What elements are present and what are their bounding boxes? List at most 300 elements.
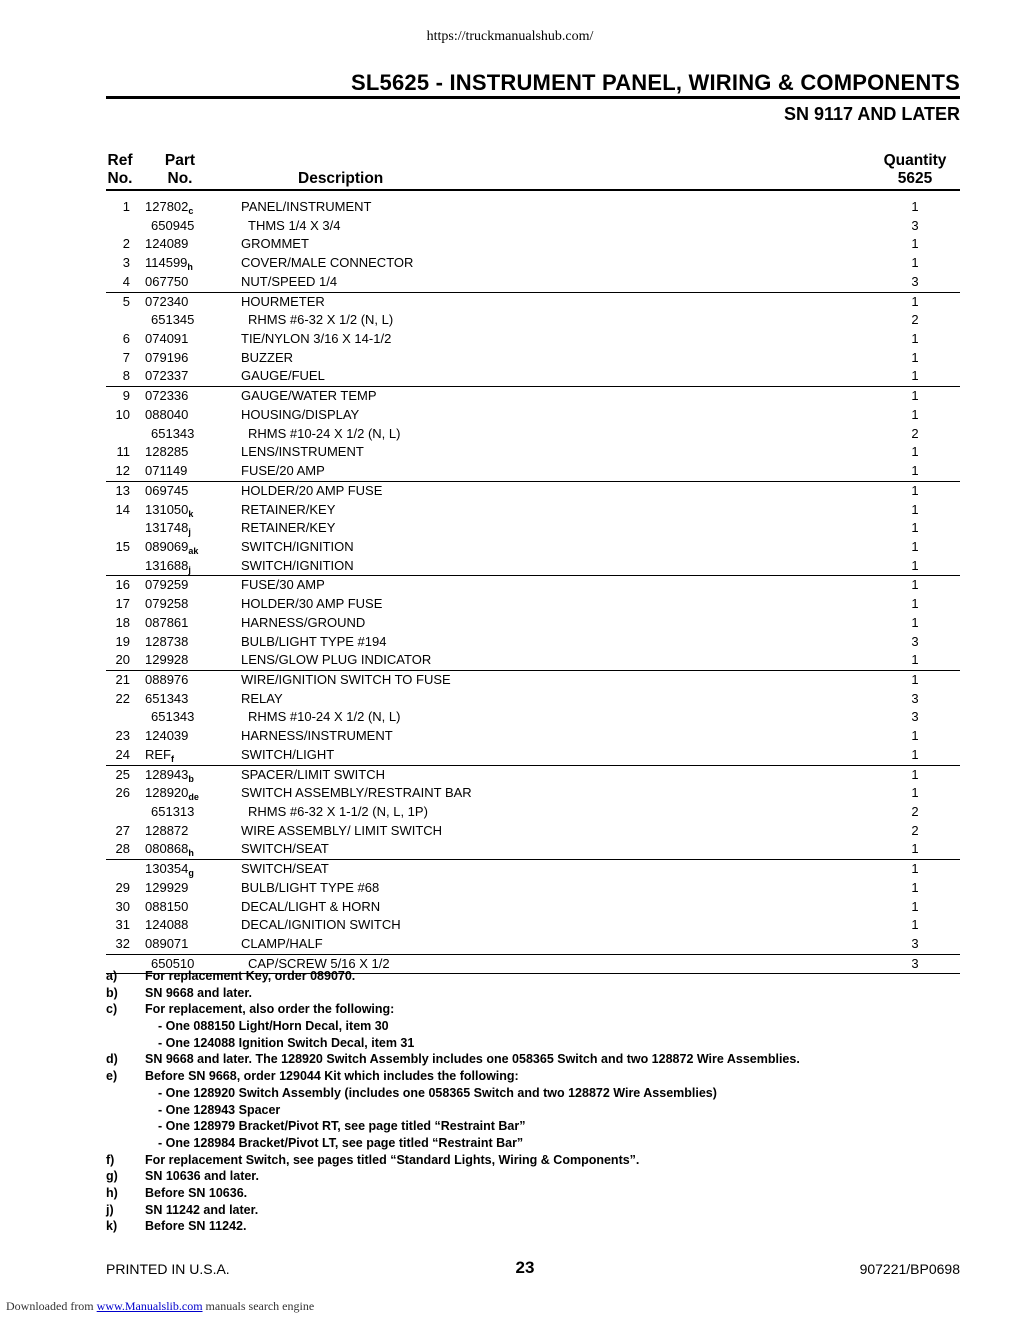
part-number	[145, 520, 191, 538]
part-description: SWITCH/SEAT	[241, 861, 329, 877]
part-description: GROMMET	[241, 236, 309, 252]
page-subtitle: SN 9117 AND LATER	[783, 104, 960, 124]
ref-number: 26	[115, 785, 130, 801]
table-row	[106, 443, 960, 462]
part-number-value: 130354	[145, 861, 189, 877]
part-number-value: 650510	[151, 955, 195, 971]
part-number	[145, 767, 194, 782]
part-description: SPACER/LIMIT SWITCH	[241, 766, 385, 782]
footnote-marker: h	[187, 262, 193, 273]
part-description: RELAY	[241, 690, 283, 706]
part-number-value: 074091	[145, 331, 189, 347]
table-row	[106, 727, 960, 746]
part-description: HARNESS/GROUND	[241, 614, 366, 630]
ref-number: 19	[115, 633, 130, 649]
ref-number: 11	[116, 444, 130, 460]
part-number	[145, 728, 188, 743]
column-header-part-line1: Part	[164, 152, 196, 169]
column-header-part	[155, 152, 205, 188]
quantity: 1	[911, 917, 919, 933]
column-header-quantity-line2: 5625	[897, 170, 933, 187]
part-number	[145, 841, 194, 859]
quantity: 1	[911, 596, 919, 612]
table-row	[106, 935, 960, 955]
quantity: 1	[911, 331, 919, 347]
part-number	[145, 577, 188, 592]
ref-number: 8	[122, 368, 130, 384]
footnote-key: f)	[106, 1152, 115, 1167]
part-description: HOLDER/30 AMP FUSE	[241, 596, 383, 612]
part-number-value: 651343	[151, 425, 195, 441]
footnote-text: - One 128920 Switch Assembly (includes one 058365 Switch and two 128872 Wire Assemblies)	[158, 1085, 717, 1100]
part-number-value: 651345	[151, 312, 195, 328]
footnote-text: - One 088150 Light/Horn Decal, item 30	[158, 1019, 389, 1034]
quantity: 1	[911, 671, 919, 687]
quantity: 1	[911, 652, 919, 668]
footnote-text: For replacement Key, order 089070.	[145, 969, 356, 983]
part-number-value: 080868	[145, 841, 189, 857]
footnote	[106, 1203, 966, 1220]
table-row	[106, 538, 960, 557]
footnote-key: e)	[106, 1069, 118, 1084]
footnote-text: SN 9668 and later.	[145, 985, 253, 1000]
page-number: 23	[515, 1258, 535, 1277]
footnote-text: - One 128943 Spacer	[158, 1102, 281, 1117]
part-number-value: 088040	[145, 406, 189, 422]
part-description: BUZZER	[241, 349, 293, 365]
source-url: https://truckmanualshub.com/	[426, 29, 594, 44]
footnote-key: k)	[106, 1219, 118, 1234]
part-description: HOLDER/20 AMP FUSE	[241, 482, 383, 498]
ref-number: 21	[115, 671, 130, 687]
part-number-value: 089071	[145, 936, 189, 952]
part-description: HOURMETER	[241, 293, 325, 309]
footnote	[106, 1019, 966, 1036]
title-rule	[106, 96, 960, 99]
part-number-value: 072337	[145, 368, 189, 384]
part-number-value: 071149	[145, 463, 188, 479]
part-number-value: 128943	[145, 766, 189, 782]
table-row	[106, 860, 960, 879]
quantity: 1	[911, 236, 919, 252]
footnote-marker: b	[188, 773, 194, 784]
part-number-value: 651313	[151, 804, 195, 819]
part-description: PANEL/INSTRUMENT	[241, 199, 372, 214]
footnote-key: c)	[106, 1002, 118, 1017]
ref-number: 4	[122, 273, 130, 289]
column-header-quantity	[875, 152, 955, 188]
table-row	[106, 671, 960, 690]
column-header-quantity-line1: Quantity	[883, 152, 947, 169]
part-number	[145, 199, 193, 214]
footnote-text: Before SN 11242.	[145, 1219, 247, 1234]
quantity: 3	[911, 690, 919, 706]
quantity: 1	[911, 841, 919, 857]
part-description: DECAL/LIGHT & HORN	[241, 898, 381, 914]
part-description: BULB/LIGHT TYPE #194	[241, 633, 387, 649]
footnote-marker: f	[171, 753, 174, 764]
part-number	[145, 596, 188, 611]
part-number	[145, 255, 193, 273]
part-number-value: 131688	[145, 557, 189, 573]
table-row	[106, 462, 960, 482]
quantity: 1	[911, 255, 919, 271]
ref-number: 16	[115, 577, 130, 593]
part-number	[145, 444, 188, 459]
part-number	[151, 218, 194, 233]
part-number	[145, 407, 188, 422]
footnote	[106, 986, 966, 1003]
parts-list	[106, 198, 960, 974]
quantity: 1	[911, 728, 919, 744]
part-description: CLAMP/HALF	[241, 936, 323, 952]
part-description: TIE/NYLON 3/16 X 14-1/2	[241, 331, 392, 347]
part-number-value: 072336	[145, 388, 189, 404]
part-number-value: 129928	[145, 652, 189, 668]
table-row	[106, 651, 960, 671]
table-row	[106, 784, 960, 803]
quantity: 3	[911, 936, 919, 952]
table-row	[106, 198, 960, 217]
footnote	[106, 1169, 966, 1186]
table-row	[106, 690, 960, 709]
part-number	[151, 312, 194, 327]
page-title: SL5625 - INSTRUMENT PANEL, WIRING & COMPONENTS	[351, 70, 960, 95]
ref-number: 23	[115, 728, 130, 744]
table-row	[106, 387, 960, 406]
part-number-value: 089069	[145, 538, 189, 554]
part-number-value: 079196	[145, 349, 189, 365]
part-number-value: REF	[145, 746, 171, 762]
part-description: GAUGE/FUEL	[241, 368, 325, 384]
footnote-marker: h	[188, 848, 194, 859]
footnote-text: SN 9668 and later. The 128920 Switch Assembly includes one 058365 Switch and two 128872 Wire Assemblies.	[145, 1052, 800, 1067]
part-number-value: 131748	[145, 520, 189, 536]
ref-number: 9	[122, 388, 130, 404]
table-row	[106, 425, 960, 444]
part-number	[145, 880, 188, 895]
table-row	[106, 519, 960, 538]
part-number-value: 131050	[145, 501, 189, 517]
part-description: SWITCH/IGNITION	[241, 538, 354, 554]
part-number	[145, 558, 191, 573]
part-description: RETAINER/KEY	[241, 501, 336, 517]
table-row	[106, 349, 960, 368]
footnote-marker: g	[188, 868, 194, 879]
part-number	[145, 615, 188, 630]
part-number-value: 088976	[145, 671, 189, 687]
part-number	[145, 652, 188, 667]
footnote	[106, 1219, 966, 1236]
footnote-key: g)	[106, 1169, 118, 1184]
part-number-value: 072340	[145, 293, 189, 309]
quantity: 1	[911, 368, 919, 384]
part-description: HOUSING/DISPLAY	[241, 406, 360, 422]
part-number	[145, 899, 188, 914]
part-number-value: 129929	[145, 879, 189, 895]
quantity: 1	[911, 444, 919, 460]
footnote-key: a)	[106, 969, 118, 983]
document-code: 907221/BP0698	[859, 1261, 960, 1277]
ref-number: 14	[115, 501, 130, 517]
table-row	[106, 766, 960, 785]
footnote-key: h)	[106, 1185, 118, 1200]
part-number-value: 651343	[145, 690, 189, 706]
part-number-value: 114599	[145, 255, 188, 271]
part-description: WIRE ASSEMBLY/ LIMIT SWITCH	[241, 822, 443, 838]
part-number	[145, 331, 188, 346]
part-description: NUT/SPEED 1/4	[241, 273, 338, 289]
footnote	[106, 1052, 966, 1069]
part-number	[145, 747, 174, 762]
table-row	[106, 633, 960, 652]
part-description: LENS/INSTRUMENT	[241, 444, 364, 460]
part-description: SWITCH ASSEMBLY/RESTRAINT BAR	[241, 785, 472, 801]
part-number	[145, 274, 188, 289]
ref-number: 29	[115, 879, 130, 895]
quantity: 2	[911, 312, 919, 328]
part-number	[145, 917, 188, 932]
footnote-marker: de	[188, 792, 199, 803]
footnote-marker: ak	[188, 545, 199, 556]
column-header-part-line2: No.	[167, 170, 193, 187]
part-number-value: 079259	[145, 577, 189, 593]
table-row	[106, 822, 960, 841]
footnote-marker: j	[188, 527, 191, 538]
part-number-value: 087861	[145, 614, 189, 630]
footnote-text: Before SN 10636.	[145, 1185, 248, 1200]
ref-number: 28	[115, 841, 130, 857]
ref-number: 2	[122, 236, 130, 252]
footnote-marker: j	[188, 564, 191, 575]
ref-number: 18	[115, 614, 130, 630]
footnote	[106, 1086, 966, 1103]
table-row	[106, 557, 960, 577]
column-header-ref-line1: Ref	[107, 152, 133, 169]
download-prefix: Downloaded from	[6, 1299, 94, 1313]
table-row	[106, 330, 960, 349]
part-number	[145, 236, 188, 251]
quantity: 1	[911, 785, 919, 801]
part-description: FUSE/30 AMP	[241, 577, 325, 593]
part-description: SWITCH/SEAT	[241, 841, 329, 857]
part-number-value: 067750	[145, 273, 189, 289]
footnote	[106, 969, 966, 986]
part-number	[145, 936, 188, 951]
table-row	[106, 501, 960, 520]
part-number	[145, 672, 188, 687]
part-number-value: 650945	[151, 217, 195, 233]
footnotes	[106, 969, 966, 1236]
part-number	[151, 709, 194, 724]
footnote	[106, 1103, 966, 1120]
part-number	[151, 426, 194, 441]
quantity: 1	[911, 199, 919, 214]
part-number	[145, 691, 188, 706]
quantity: 1	[911, 406, 919, 422]
part-description: GAUGE/WATER TEMP	[241, 388, 377, 404]
footnote-key: j)	[106, 1202, 114, 1217]
ref-number: 15	[115, 538, 130, 554]
part-number-value: 127802	[145, 199, 189, 214]
footnote-text: For replacement Switch, see pages titled “Standard Lights, Wiring & Components”.	[145, 1152, 640, 1167]
ref-number: 17	[115, 596, 130, 612]
quantity: 1	[911, 501, 919, 517]
footnote-text: - One 124088 Ignition Switch Decal, item 31	[158, 1035, 415, 1050]
part-description: HARNESS/INSTRUMENT	[241, 728, 393, 744]
part-number-value: 128738	[145, 633, 189, 649]
quantity: 1	[911, 766, 919, 782]
quantity: 1	[911, 861, 919, 877]
ref-number: 3	[122, 255, 130, 271]
part-number-value: 128872	[145, 822, 189, 838]
ref-number: 20	[115, 652, 130, 668]
table-row	[106, 273, 960, 293]
table-row	[106, 879, 960, 898]
part-number	[145, 634, 188, 649]
part-number	[151, 804, 194, 819]
quantity: 1	[911, 463, 919, 479]
table-row	[106, 293, 960, 312]
part-description: SWITCH/IGNITION	[241, 557, 354, 573]
ref-number: 31	[115, 917, 130, 933]
part-description: BULB/LIGHT TYPE #68	[241, 879, 380, 895]
quantity: 1	[911, 520, 919, 536]
footnote-text: Before SN 9668, order 129044 Kit which includes the following:	[145, 1069, 519, 1084]
download-suffix: manuals search engine	[205, 1299, 315, 1313]
part-number	[145, 502, 193, 517]
table-row	[106, 406, 960, 425]
ref-number: 7	[122, 349, 130, 365]
part-number	[145, 539, 198, 554]
printed-in: PRINTED IN U.S.A.	[106, 1261, 230, 1277]
footnote-text: For replacement, also order the following:	[145, 1002, 395, 1017]
quantity: 1	[911, 614, 919, 630]
footnote	[106, 1069, 966, 1086]
footnote-text: - One 128979 Bracket/Pivot RT, see page titled “Restraint Bar”	[158, 1119, 526, 1134]
ref-number: 25	[115, 766, 130, 782]
part-number-value: 124088	[145, 917, 189, 933]
table-row	[106, 595, 960, 614]
quantity: 3	[911, 633, 919, 649]
quantity: 1	[911, 557, 919, 573]
ref-number: 1	[122, 199, 130, 214]
table-row	[106, 576, 960, 595]
quantity: 3	[911, 709, 919, 725]
quantity: 1	[911, 879, 919, 895]
part-number	[145, 823, 188, 838]
table-row	[106, 367, 960, 387]
quantity: 1	[911, 746, 919, 762]
ref-number: 12	[115, 463, 130, 479]
quantity: 1	[911, 293, 919, 309]
part-number-value: 651343	[151, 709, 195, 725]
part-description: RHMS #6-32 X 1/2 (N, L)	[248, 312, 394, 328]
footnote	[106, 1153, 966, 1170]
part-number-value: 088150	[145, 898, 189, 914]
quantity: 3	[911, 273, 919, 289]
ref-number: 22	[115, 690, 130, 706]
quantity: 3	[911, 955, 919, 971]
part-number	[145, 463, 187, 478]
part-number	[145, 861, 194, 879]
part-description: THMS 1/4 X 3/4	[248, 217, 341, 233]
quantity: 1	[911, 349, 919, 365]
table-row	[106, 898, 960, 917]
quantity: 3	[911, 217, 919, 233]
quantity: 2	[911, 822, 919, 838]
table-row	[106, 708, 960, 727]
table-row	[106, 746, 960, 766]
part-number-value: 128920	[145, 785, 189, 801]
download-credit	[6, 1299, 314, 1314]
quantity: 2	[911, 804, 919, 819]
column-header-ref	[100, 152, 140, 188]
ref-number: 6	[122, 331, 130, 347]
table-row	[106, 916, 960, 935]
part-number	[145, 483, 188, 498]
table-row	[106, 217, 960, 236]
table-row	[106, 482, 960, 501]
table-row	[106, 235, 960, 254]
part-number-value: 128285	[145, 444, 189, 460]
footnote	[106, 1119, 966, 1136]
footnote-key: d)	[106, 1052, 118, 1067]
footnote-marker: c	[188, 206, 194, 216]
part-number-value: 124089	[145, 236, 189, 252]
part-number-value: 124039	[145, 728, 189, 744]
part-number	[145, 294, 188, 309]
manualslib-link[interactable]: www.Manualslib.com	[96, 1299, 203, 1313]
part-description: RHMS #6-32 X 1-1/2 (N, L, 1P)	[248, 804, 428, 819]
part-description: COVER/MALE CONNECTOR	[241, 255, 414, 271]
header-rule	[106, 189, 960, 191]
column-header-description: Description	[298, 170, 384, 187]
quantity: 1	[911, 388, 919, 404]
footnote-text: SN 11242 and later.	[145, 1202, 259, 1217]
part-number-value: 069745	[145, 482, 189, 498]
table-row	[106, 311, 960, 330]
footnote-key: b)	[106, 985, 118, 1000]
part-description: LENS/GLOW PLUG INDICATOR	[241, 652, 432, 668]
table-row	[106, 803, 960, 822]
ref-number: 10	[115, 406, 130, 422]
part-description: WIRE/IGNITION SWITCH TO FUSE	[241, 671, 451, 687]
ref-number: 32	[115, 936, 130, 952]
quantity: 1	[911, 577, 919, 593]
part-description: RHMS #10-24 X 1/2 (N, L)	[248, 709, 401, 725]
part-description: SWITCH/LIGHT	[241, 746, 335, 762]
footnote	[106, 1036, 966, 1053]
footnote	[106, 1002, 966, 1019]
part-description: DECAL/IGNITION SWITCH	[241, 917, 401, 933]
quantity: 2	[911, 425, 919, 441]
part-description: RHMS #10-24 X 1/2 (N, L)	[248, 425, 401, 441]
part-number	[145, 388, 188, 403]
footnote	[106, 1186, 966, 1203]
part-description: CAP/SCREW 5/16 X 1/2	[248, 955, 390, 971]
footnote-text: - One 128984 Bracket/Pivot LT, see page titled “Restraint Bar”	[158, 1135, 524, 1150]
footnote-marker: k	[188, 508, 194, 519]
ref-number: 30	[115, 898, 130, 914]
table-row	[106, 614, 960, 633]
table-row	[106, 254, 960, 273]
ref-number: 24	[115, 746, 130, 762]
part-number	[145, 368, 188, 383]
ref-number: 13	[115, 482, 130, 498]
ref-number: 5	[122, 293, 130, 309]
ref-number: 27	[115, 822, 130, 838]
